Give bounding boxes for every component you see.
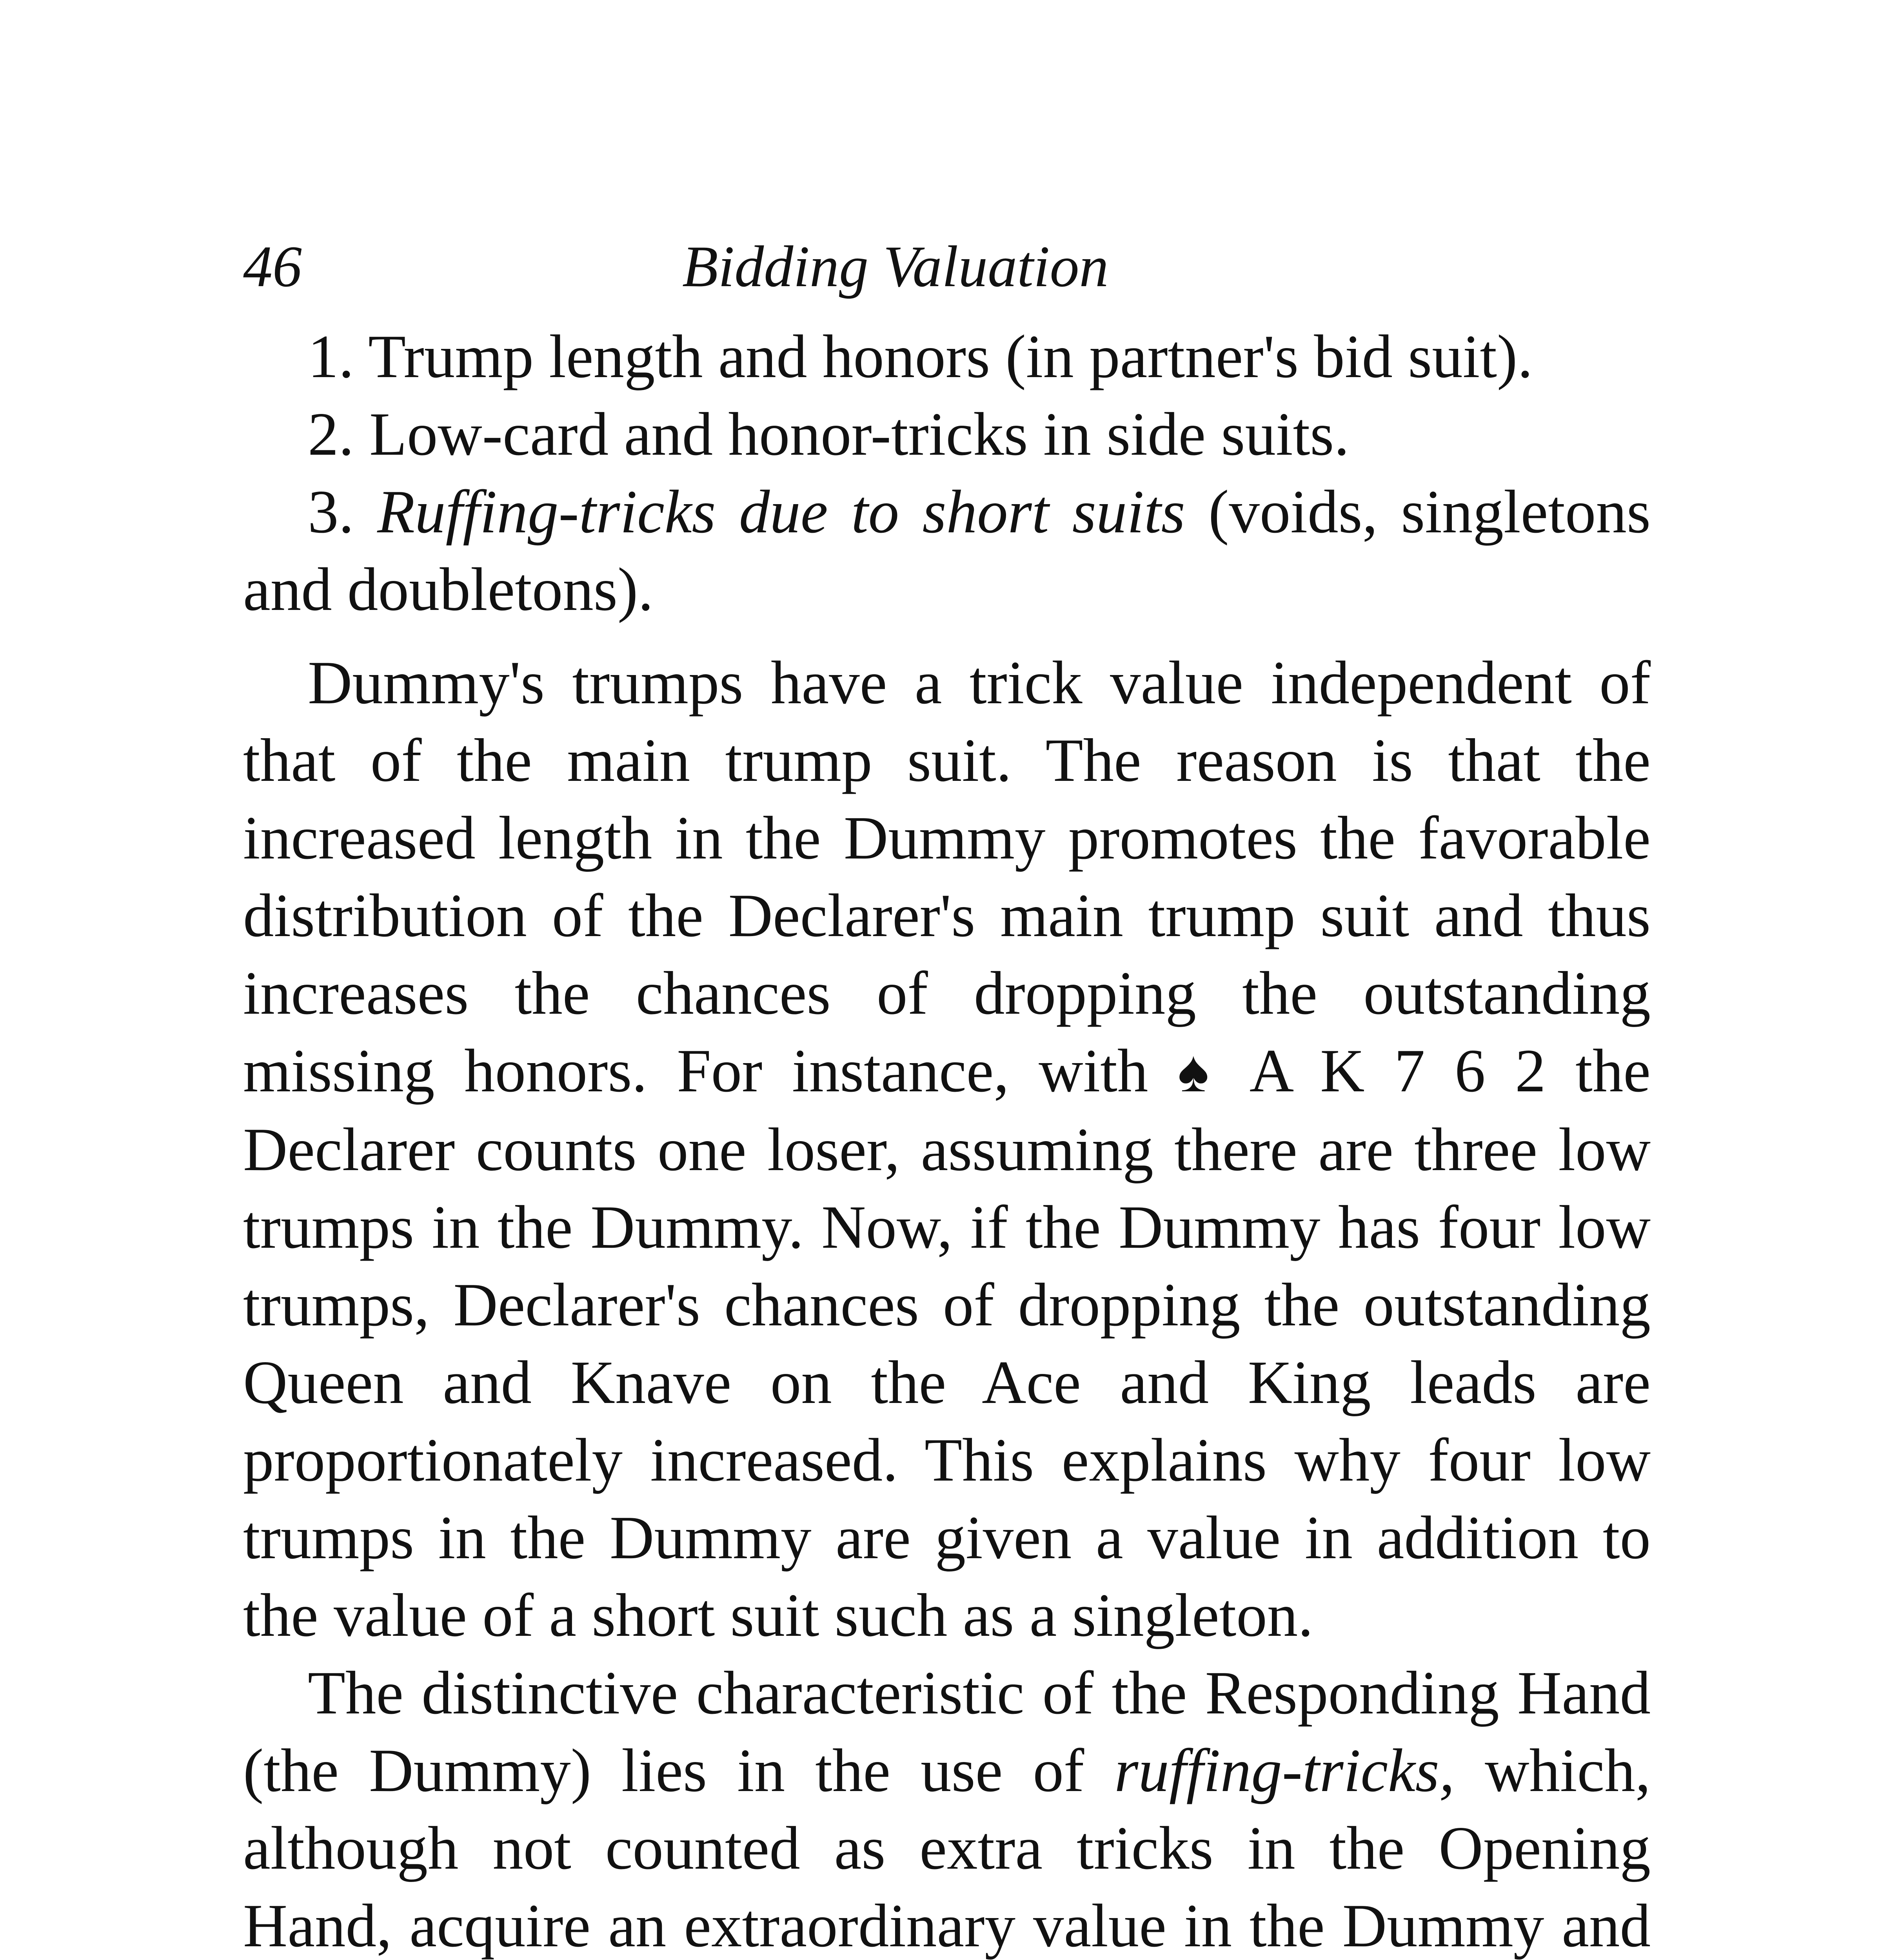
- list-item-3-number: 3.: [308, 477, 354, 546]
- paragraph-1-text-b: the Declarer counts one loser, assuming there are three low trumps in the Dummy. Now, if the Dummy has four low trumps, Declarer's chances of dropping the outstanding Queen and Knave on the Ace and King leads are proportionately increased. This explains why four low trumps in the Dummy are given a value in addition to the value of a short suit such as a singleton.: [243, 1036, 1651, 1649]
- list-item-2-text: Low-card and honor-tricks in side suits.: [369, 400, 1350, 468]
- page-number: 46: [243, 234, 302, 299]
- list-item-3: [243, 473, 1651, 628]
- running-title: Bidding Valuation: [682, 234, 1109, 299]
- paragraph-responding-hand: [243, 1654, 1651, 1960]
- list-item-3-rest: (voids, singletons and doubletons).: [243, 477, 1651, 623]
- paragraph-dummy-trumps: [243, 644, 1651, 1654]
- page-header: [243, 227, 1655, 306]
- list-item-2: [243, 395, 1651, 473]
- list-item-1: [243, 318, 1651, 395]
- list-item-2-number: 2.: [308, 400, 354, 468]
- list-item-1-number: 1.: [308, 322, 354, 390]
- card-holding: A K 7 6 2: [1249, 1036, 1546, 1105]
- list-item-1-text: Trump length and honors (in partner's bid suit).: [368, 322, 1533, 390]
- paragraph-2-text-b: which, although not counted as extra tricks in the Opening Hand, acquire an extraordinary value in the Dummy and: [243, 1736, 1651, 1960]
- spade-icon: ♠: [1177, 1039, 1223, 1104]
- paragraph-1-text-a: Dummy's trumps have a trick value independent of that of the main trump suit. The reason is that the increased length in the Dummy promotes the favorable distribution of the Declarer's main trump suit and thus increases the chances of dropping the outstanding missing honors. For instance, with: [243, 648, 1651, 1105]
- list-item-3-italic: Ruffing-tricks due to short suits: [377, 477, 1185, 546]
- paragraph-2-italic: ruffing-tricks,: [1114, 1736, 1455, 1804]
- body-text: [243, 318, 1651, 1960]
- paragraph-2-text-a: The distinctive characteristic of the Responding Hand (the Dummy) lies in the use of: [243, 1659, 1651, 1804]
